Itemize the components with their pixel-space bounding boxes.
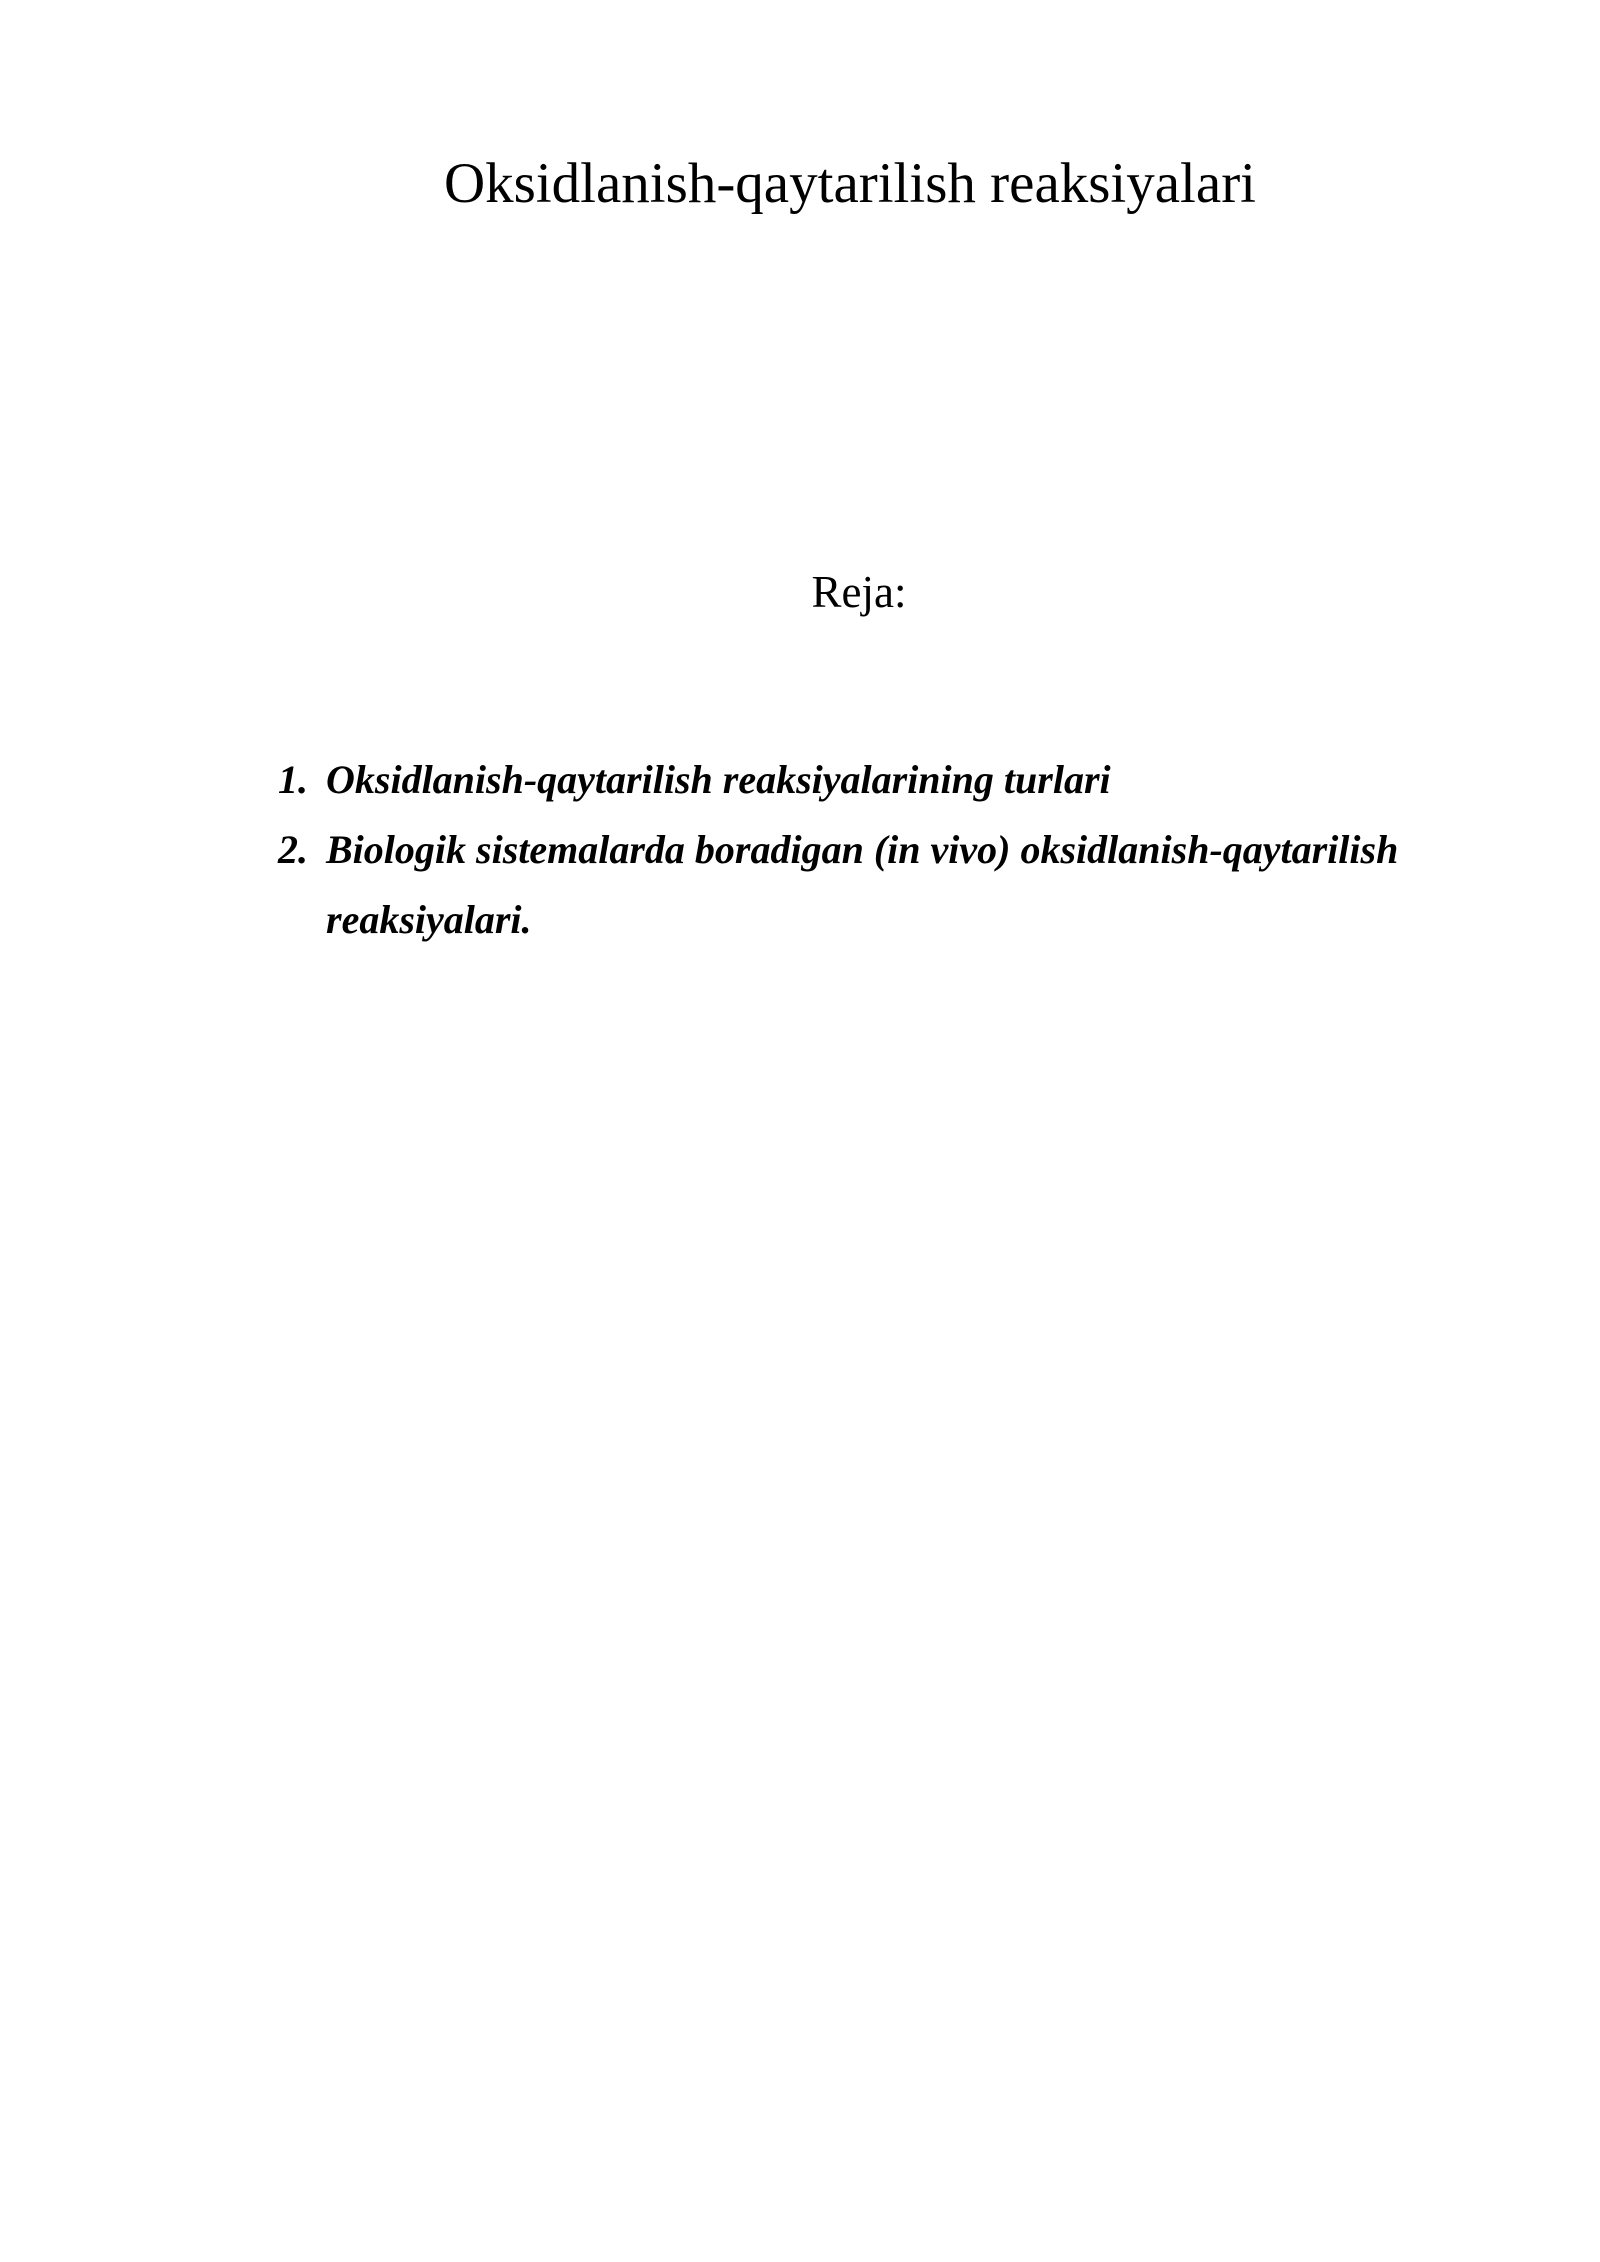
list-item-number: 1. <box>278 757 308 802</box>
plan-heading: Reja: <box>811 567 907 617</box>
list-item <box>278 745 1528 815</box>
list-item-text: Biologik sistemalarda boradigan (in vivo) oksidlanish-qaytarilish reaksiyalari. <box>326 827 1399 942</box>
page-title: Oksidlanish-qaytarilish reaksiyalari <box>443 152 1257 215</box>
list-item <box>278 815 1528 955</box>
list-item-number: 2. <box>278 827 308 872</box>
list-item-text: Oksidlanish-qaytarilish reaksiyalarining turlari <box>326 757 1111 802</box>
plan-list <box>278 745 1528 955</box>
